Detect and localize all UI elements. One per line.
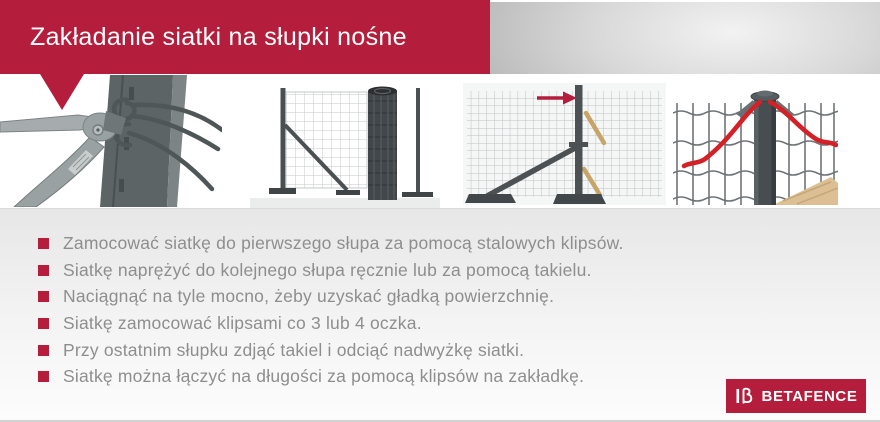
- list-item: [38, 230, 880, 257]
- instruction-text: Siatkę naprężyć do kolejnego słupa ręcznie lub za pomocą takielu.: [63, 259, 592, 280]
- red-clips-illustration: [673, 87, 838, 205]
- instruction-text: Siatkę można łączyć na długości za pomocą klipsów na zakładkę.: [63, 366, 585, 387]
- photo-braced-post-tensioning: [463, 83, 666, 205]
- photo-corner-post-mesh-roll: [250, 85, 440, 210]
- instruction-text: Naciągnąć na tyle mocno, żeby uzyskać gładką powierzchnię.: [63, 286, 555, 307]
- list-item: [38, 283, 880, 310]
- instructions-list: [0, 209, 880, 390]
- photo-strip: [0, 74, 880, 208]
- bullet-square-icon: [38, 371, 49, 382]
- betafence-mark-icon: [735, 387, 756, 405]
- bullet-square-icon: [38, 345, 49, 356]
- bullet-square-icon: [38, 318, 49, 329]
- list-item: [38, 337, 880, 364]
- instruction-text: Przy ostatnim słupku zdjąć takiel i odciąć nadwyżkę siatki.: [63, 339, 525, 360]
- header-notch-triangle: [40, 74, 84, 110]
- page-title: Zakładanie siatki na słupki nośne: [30, 23, 407, 51]
- list-item: [38, 310, 880, 337]
- bullet-square-icon: [38, 291, 49, 302]
- corner-post-illustration: [250, 85, 440, 210]
- instruction-text: Siatkę zamocować klipsami co 3 lub 4 oczka.: [63, 312, 422, 333]
- photo-pliers-clip: [0, 75, 222, 207]
- photo-round-post-red-clips: [673, 87, 838, 205]
- betafence-logo: [726, 379, 866, 413]
- bullet-square-icon: [38, 238, 49, 249]
- pliers-clip-illustration: [0, 75, 222, 207]
- header-bar: [0, 0, 490, 74]
- logo-wordmark: BETAFENCE: [761, 387, 858, 405]
- tensioning-illustration: [463, 83, 666, 205]
- header-gray-gradient: [490, 2, 880, 74]
- instruction-text: Zamocować siatkę do pierwszego słupa za pomocą stalowych klipsów.: [63, 232, 624, 253]
- bullet-square-icon: [38, 265, 49, 276]
- list-item: [38, 257, 880, 284]
